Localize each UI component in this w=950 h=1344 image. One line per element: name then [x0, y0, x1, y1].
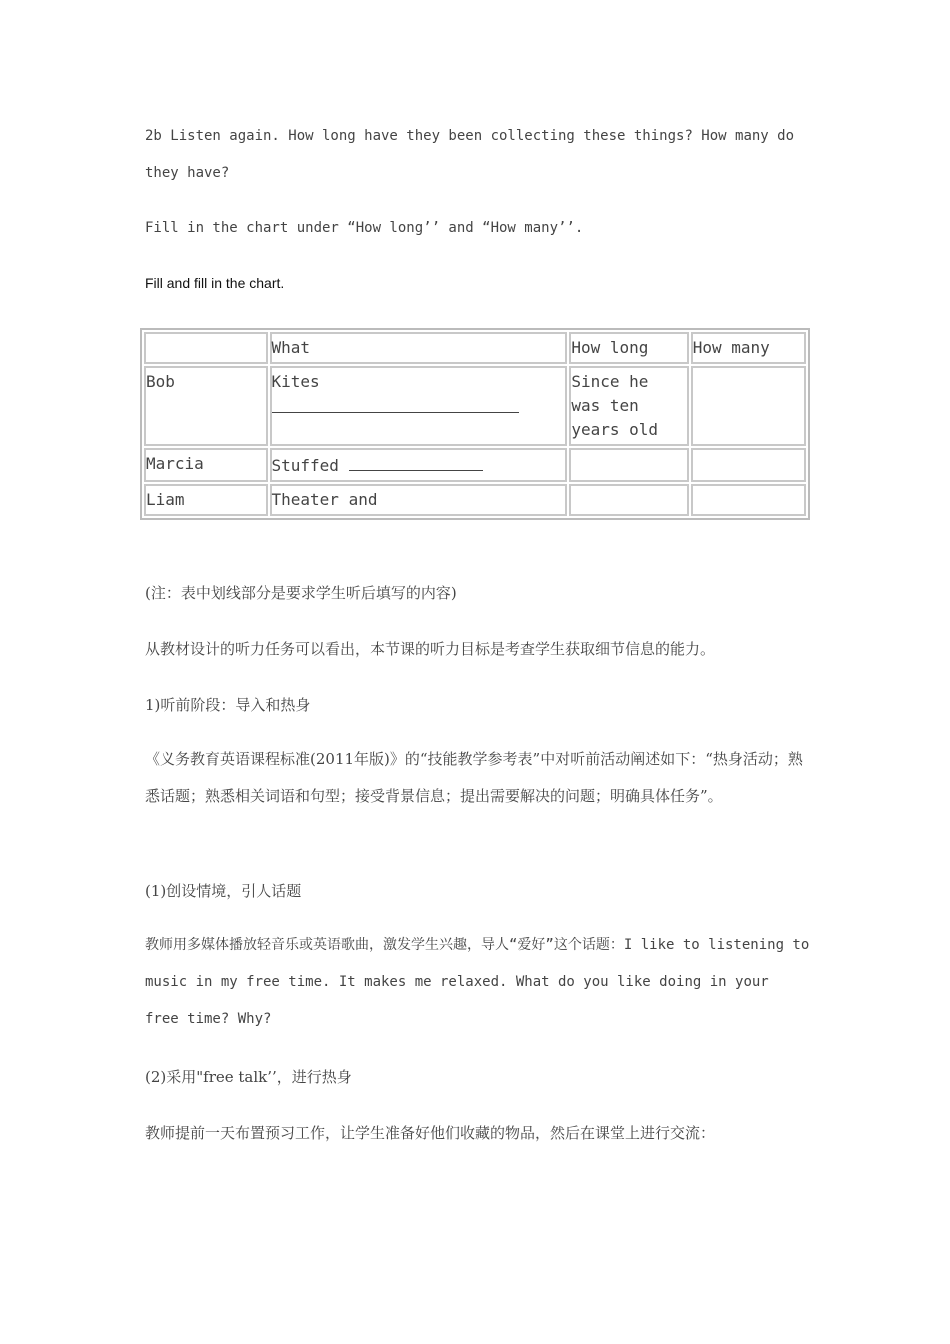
- instruction-line-1: 2b Listen again. How long have they been collecting these things? How many do: [145, 128, 795, 144]
- paragraph-2: 《义务教育英语课程标准(2011年版)》的“技能教学参考表”中对听前活动阐述如下：“热身活动；熟悉话题；熟悉相关词语和句型；接受背景信息；提出需要解决的问题；明确具体任务”。: [145, 750, 803, 805]
- chart-row-bob: [144, 366, 806, 446]
- cell-what: [270, 448, 568, 482]
- header-cell-what: What: [270, 332, 568, 364]
- collection-chart: [140, 328, 810, 520]
- paragraph-3: 教师用多媒体播放轻音乐或英语歌曲，激发学生兴趣，导人“爱好”这个话题：I like to listening to music in my free time. It makes me relaxed. What do you like doing in your free time? Why?: [145, 937, 810, 1027]
- fill-blank: [349, 452, 483, 471]
- cell-how-many: [691, 366, 806, 446]
- header-cell-empty: [144, 332, 268, 364]
- chart-row-marcia: [144, 448, 806, 482]
- paragraph-1: 从教材设计的听力任务可以看出，本节课的听力目标是考查学生获取细节信息的能力。: [145, 640, 716, 658]
- cell-how-long: [569, 484, 688, 516]
- cell-what-text: Stuffed: [271, 456, 339, 475]
- header-cell-how-many: How many: [691, 332, 806, 364]
- chart-header-row: [144, 332, 806, 364]
- cell-how-many: [691, 448, 806, 482]
- instruction-line-3: Fill in the chart under “How long’’ and “How many’’.: [145, 220, 584, 236]
- cell-what: Theater and: [270, 484, 568, 516]
- cell-how-many: [691, 484, 806, 516]
- cell-what: [270, 366, 568, 446]
- cell-how-long: Since he was ten years old: [569, 366, 688, 446]
- cell-name: Liam: [144, 484, 268, 516]
- cell-name: Bob: [144, 366, 268, 446]
- section-heading-2: (1)创设情境，引人话题: [145, 882, 302, 900]
- header-cell-how-long: How long: [569, 332, 688, 364]
- paragraph-4: 教师提前一天布置预习工作，让学生准备好他们收藏的物品，然后在课堂上进行交流：: [145, 1124, 716, 1142]
- table-note: (注：表中划线部分是要求学生听后填写的内容): [145, 584, 457, 602]
- chart-row-liam: [144, 484, 806, 516]
- cell-name: Marcia: [144, 448, 268, 482]
- instruction-line-2: they have?: [145, 165, 230, 181]
- section-heading-1: 1)听前阶段：导入和热身: [145, 696, 311, 714]
- cell-how-long: [569, 448, 688, 482]
- cell-what-text: Kites: [271, 372, 320, 391]
- instruction-line-4: Fill and fill in the chart.: [145, 275, 285, 291]
- section-heading-3: (2)采用"free talk’’，进行热身: [145, 1068, 352, 1086]
- fill-blank: [272, 394, 519, 413]
